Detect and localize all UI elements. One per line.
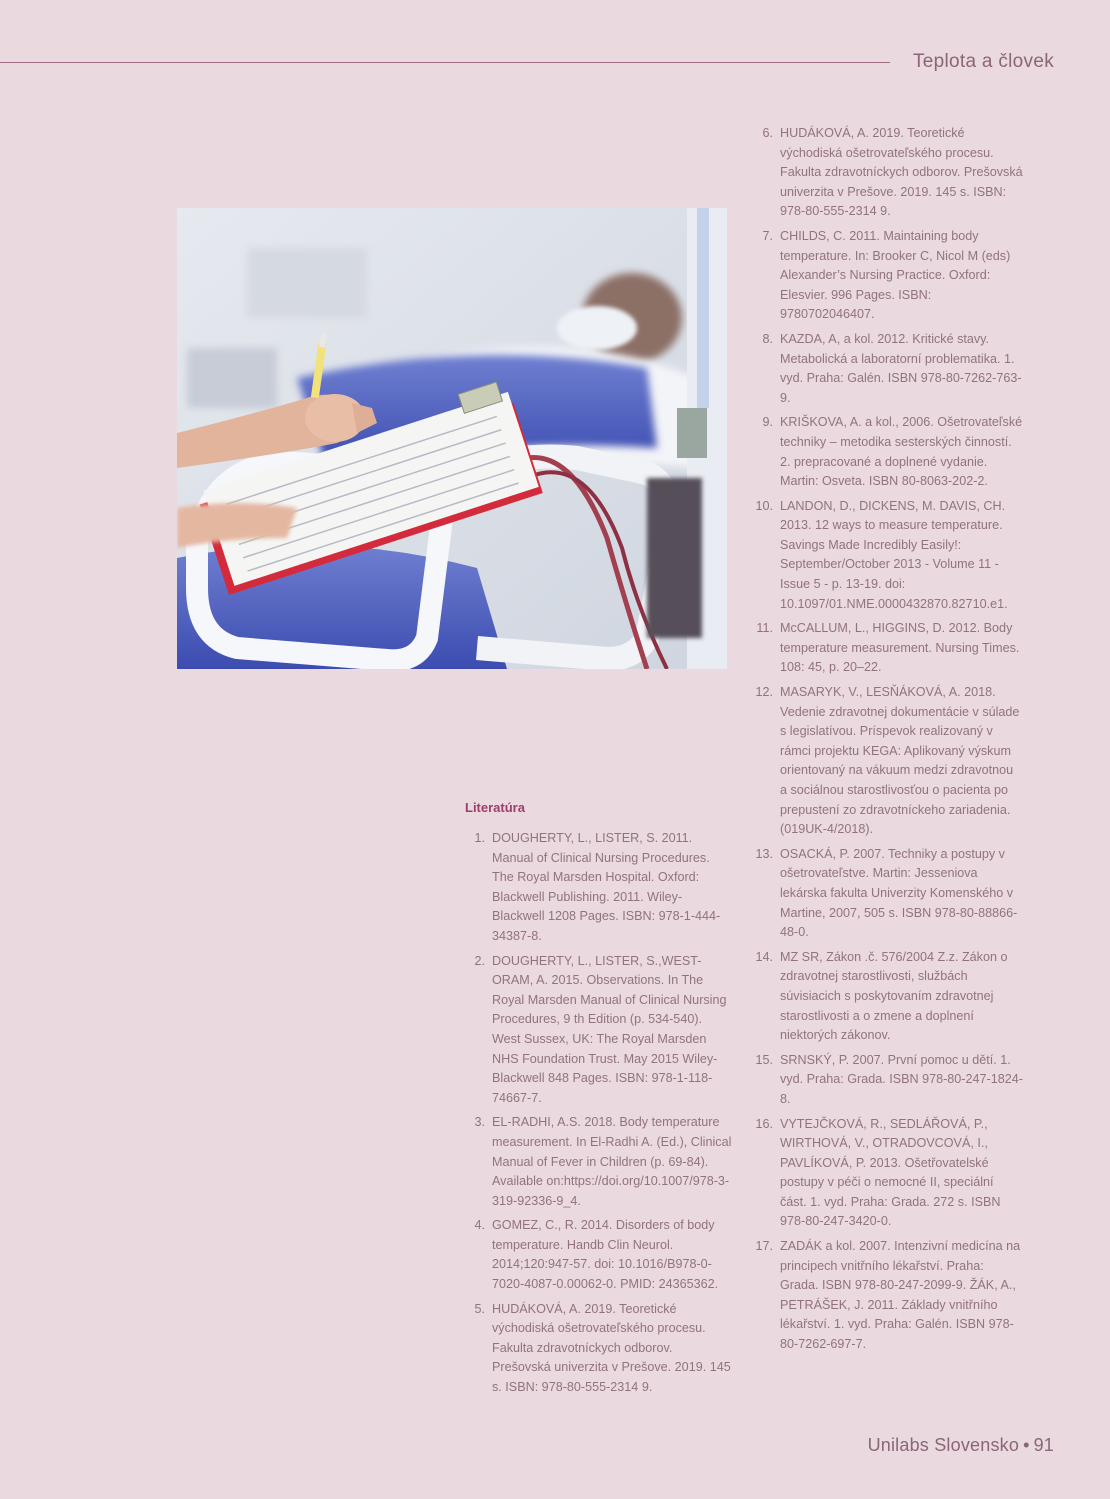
reference-item: 3. EL-RADHI, A.S. 2018. Body temperature measurement. In El-Radhi A. (Ed.), Clinical Manual of Fever in Children (p. 69-84). Available on:https://doi.org/10.1007/978-3-319-92336-9_4. xyxy=(474,1115,732,1208)
footer-publisher: Unilabs Slovensko xyxy=(867,1435,1020,1455)
running-header-title: Teplota a človek xyxy=(912,51,1054,72)
reference-item: 10. LANDON, D., DICKENS, M. DAVIS, CH. 2013. 12 ways to measure temperature. Savings Made Incredibly Easily!: September/October 2013 - Volume 11 - Issue 5 - p. 13-19. doi: 10.1097/01.NME.0000432870.82710.e1. xyxy=(755,498,1008,611)
hospital-bed-photo xyxy=(177,208,727,669)
literature-heading: Literatúra xyxy=(465,800,525,815)
reference-item: 13. OSACKÁ, P. 2007. Techniky a postupy v ošetrovateľstve. Martin: Jesseniova lekárska fakulta Univerzity Komenského v Martine, 2007, 505 s. ISBN 978-80-88866-48-0. xyxy=(755,846,1018,940)
reference-item: 8. KAZDA, A, a kol. 2012. Kritické stavy. Metabolická a laboratorní problematika. 1. vyd. Praha: Galén. ISBN 978-80-7262-763-9. xyxy=(762,331,1022,405)
reference-item: 7. CHILDS, C. 2011. Maintaining body temperature. In: Brooker C, Nicol M (eds) Alexander’s Nursing Practice. Oxford: Elesvier. 996 Pages. ISBN: 9780702046407. xyxy=(762,228,1011,322)
reference-item: 4. GOMEZ, C., R. 2014. Disorders of body temperature. Handb Clin Neurol. 2014;120:947-57. doi: 10.1016/B978-0-7020-4087-0.00062-0. PMID: 24365362. xyxy=(474,1218,719,1292)
reference-item: 5. HUDÁKOVÁ, A. 2019. Teoretické východiská ošetrovateľského procesu. Fakulta zdravotníckych odborov. Prešovská univerzita v Prešove. 2019. 145 s. ISBN: 978-80-555-2314 9. xyxy=(474,1301,731,1395)
page-footer xyxy=(868,1435,1054,1456)
reference-item: 14. MZ SR, Zákon .č. 576/2004 Z.z. Zákon o zdravotnej starostlivosti, službách súvisiacich s poskytovaním zdravotnej starostlivosti a o zmene a doplnení niektorých zákonov. xyxy=(755,949,1008,1043)
references-column-left xyxy=(465,829,732,1403)
reference-item: 16. VYTEJČKOVÁ, R., SEDLÁŘOVÁ, P., WIRTHOVÁ, V., OTRADOVCOVÁ, I., PAVLÍKOVÁ, P. 2013. Ošetřovatelské postupy v péči o nemocné II, speciální část. 1. vyd. Praha: Grada. 272 s. ISBN 978-80-247-3420-0. xyxy=(755,1116,1001,1229)
reference-item: 12. MASARYK, V., LESŇÁKOVÁ, A. 2018. Vedenie zdravotnej dokumentácie v súlade s legislatívou. Príspevok realizovaný v rámci projektu KEGA: Aplikovaný výskum orientovaný na vákuum medzi zdravotnou a sociálnou starostlivosťou o pacienta po prepustení zo zdravotníckeho zariadenia. (019UK-4/2018). xyxy=(755,685,1020,837)
footer-bullet: • xyxy=(1023,1435,1030,1455)
header-rule xyxy=(0,62,890,63)
reference-item: 2. DOUGHERTY, L., LISTER, S.,WEST-ORAM, A. 2015. Observations. In The Royal Marsden Manual of Clinical Nursing Procedures, 9 th Edition (p. 534-540). West Sussex, UK: The Royal Marsden NHS Foundation Trust. May 2015 Wiley-Blackwell 848 Pages. ISBN: 978-1-118-74667-7. xyxy=(474,953,727,1105)
reference-item: 17. ZADÁK a kol. 2007. Intenzivní medicína na principech vnitřního lékařství. Praha: Grada. ISBN 978-80-247-2099-9. ŽÁK, A., PETRÁŠEK, J. 2011. Základy vnitřního lékařství. 1. vyd. Praha: Galén. ISBN 978-80-7262-697-7. xyxy=(755,1239,1021,1352)
reference-list-left xyxy=(465,829,732,1398)
reference-item: 6. HUDÁKOVÁ, A. 2019. Teoretické východiská ošetrovateľského procesu. Fakulta zdravotníckych odborov. Prešovská univerzita v Prešove. 2019. 145 s. ISBN: 978-80-555-2314 9. xyxy=(762,126,1023,219)
reference-item: 9. KRIŠKOVA, A. a kol., 2006. Ošetrovateľské techniky – metodika sesterských činností. 2. prepracované a doplnené vydanie. Martin: Osveta. ISBN 80-8063-202-2. xyxy=(762,415,1023,489)
page-number: 91 xyxy=(1033,1435,1054,1455)
reference-item: 15. SRNSKÝ, P. 2007. První pomoc u dětí. 1. vyd. Praha: Grada. ISBN 978-80-247-1824-8. xyxy=(755,1052,1023,1106)
reference-item: 11. McCALLUM, L., HIGGINS, D. 2012. Body temperature measurement. Nursing Times. 108: 45, p. 20–22. xyxy=(756,621,1020,675)
reference-list-right xyxy=(753,124,1023,1355)
reference-item: 1. DOUGHERTY, L., LISTER, S. 2011. Manual of Clinical Nursing Procedures. The Royal Marsden Hospital. Oxford: Blackwell Publishing. 2011. Wiley-Blackwell 1208 Pages. ISBN: 978-1-444-34387-8. xyxy=(474,831,721,943)
references-column-right xyxy=(753,124,1023,1360)
